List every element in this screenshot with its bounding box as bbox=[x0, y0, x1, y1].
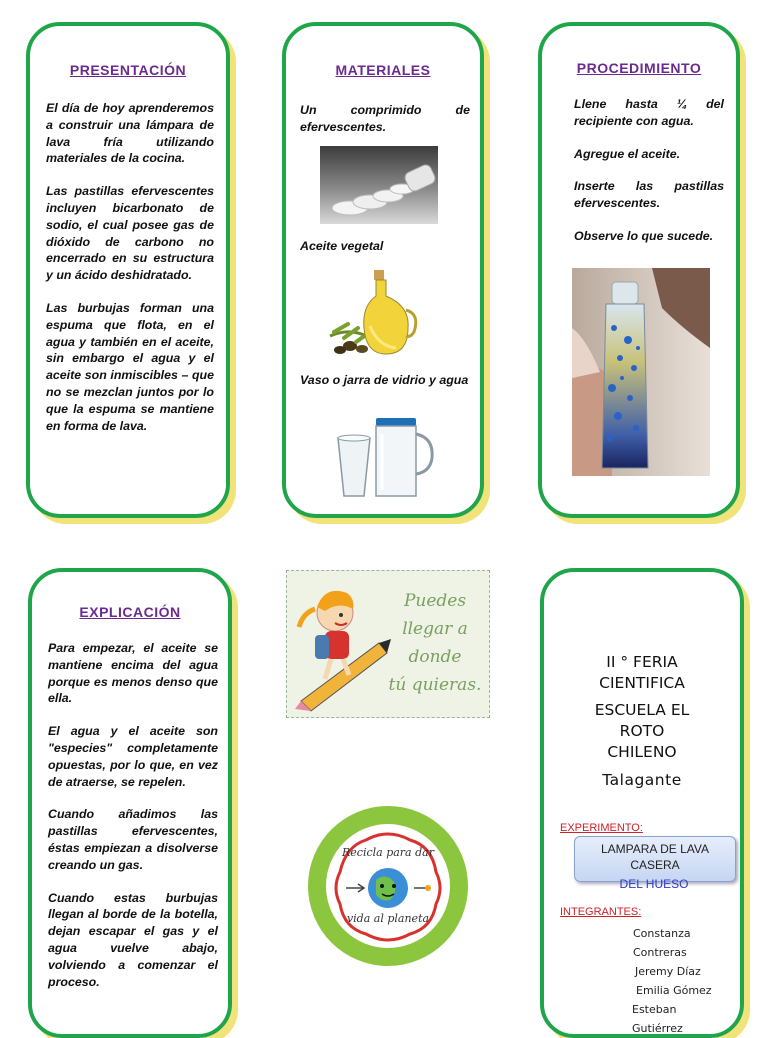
panel-materiales bbox=[282, 22, 484, 518]
explicacion-text bbox=[48, 640, 218, 1006]
explicacion-title: EXPLICACIÓN bbox=[79, 604, 181, 620]
vegetable-oil-image bbox=[322, 266, 432, 360]
recycle-text-top: Recicla para dar bbox=[342, 846, 434, 859]
procedimiento-step: Inserte las pastillas efervescentes. bbox=[574, 179, 724, 211]
experimento-sub: DEL HUESO bbox=[619, 877, 689, 891]
procedimiento-title: PROCEDIMIENTO bbox=[576, 60, 702, 76]
procedimiento-step: Llene hasta ¼ del recipiente con agua. bbox=[574, 97, 724, 128]
presentacion-title: PRESENTACIÓN bbox=[69, 62, 187, 78]
experimento-label: EXPERIMENTO: bbox=[560, 822, 643, 834]
poster-line: Puedes llegar a bbox=[402, 591, 468, 639]
poster-line: donde bbox=[408, 647, 462, 667]
material-item: Vaso o jarra de vidrio y agua bbox=[300, 373, 469, 387]
school-name: ESCUELA EL ROTO CHILENO bbox=[594, 701, 690, 761]
integrante-name: Emilia Gómez bbox=[636, 984, 712, 997]
presentacion-text bbox=[46, 100, 214, 450]
poster-line: tú quieras. bbox=[388, 675, 482, 695]
integrantes-label: INTEGRANTES: bbox=[560, 906, 642, 918]
effervescent-tablets-image bbox=[320, 146, 438, 224]
girl-on-pencil-illustration bbox=[295, 579, 391, 713]
panel-presentacion bbox=[26, 22, 230, 518]
procedimiento-step: Observe lo que sucede. bbox=[574, 228, 714, 243]
procedimiento-step: Agregue el aceite. bbox=[574, 146, 681, 161]
panel-procedimiento bbox=[538, 22, 740, 518]
poster-text bbox=[383, 587, 487, 699]
integrante-name bbox=[560, 924, 730, 1038]
presentacion-paragraph: Las burbujas forman una espuma que flota, en el agua y también en el aceite, sin embargo el agua y el aceite son inmiscibles – que no se mezclan juntos por lo que la espuma se mantiene en forma de lava. bbox=[46, 300, 214, 433]
explicacion-paragraph: Cuando añadimos las pastillas efervescentes, éstas empiezan a disolverse creando un gas. bbox=[48, 807, 218, 872]
experimento-value: LAMPARA DE LAVA CASERA bbox=[600, 842, 710, 872]
explicacion-paragraph: El agua y el aceite son "especies" completamente opuestas, por lo que, en vez de atraerse, se repelen. bbox=[48, 724, 218, 789]
city-name: Talagante bbox=[602, 771, 682, 789]
recycle-logo bbox=[306, 806, 470, 966]
integrante-name: Jeremy Díaz bbox=[635, 965, 701, 978]
material-item: Un comprimido de efervescentes. bbox=[300, 103, 470, 134]
feria-title: II ° FERIA CIENTIFICA bbox=[599, 653, 685, 692]
experimento-box bbox=[574, 836, 736, 882]
explicacion-paragraph: Cuando estas burbujas llegan al borde de la botella, dejan escapar el gas y el agua vuelve abajo, volviendo a comenzar el proceso. bbox=[48, 890, 218, 989]
presentacion-paragraph: El día de hoy aprenderemos a construir una lámpara de lava fría utilizando materiales de la cocina. bbox=[46, 101, 214, 166]
integrante-name: Constanza Contreras bbox=[633, 927, 691, 959]
glass-jug-image bbox=[334, 416, 438, 502]
explicacion-paragraph: Para empezar, el aceite se mantiene encima del agua porque es menos denso que ella. bbox=[48, 641, 218, 706]
presentacion-paragraph: Las pastillas efervescentes incluyen bicarbonato de sodio, el cual posee gas de dióxido de carbono no encerrado en su estructura y un ácido deshidratado. bbox=[46, 184, 214, 283]
integrante-name: Esteban Gutiérrez bbox=[632, 1003, 683, 1035]
procedimiento-steps bbox=[574, 96, 724, 261]
panel-explicacion bbox=[28, 568, 232, 1038]
recycle-planet-logo bbox=[306, 806, 470, 966]
panel-cover bbox=[540, 568, 744, 1038]
materiales-title: MATERIALES bbox=[335, 62, 431, 78]
recycle-text-bottom: vida al planeta bbox=[346, 912, 430, 925]
motivational-poster bbox=[286, 570, 490, 718]
lava-lamp-image bbox=[572, 268, 710, 476]
material-item: Aceite vegetal bbox=[300, 239, 384, 253]
